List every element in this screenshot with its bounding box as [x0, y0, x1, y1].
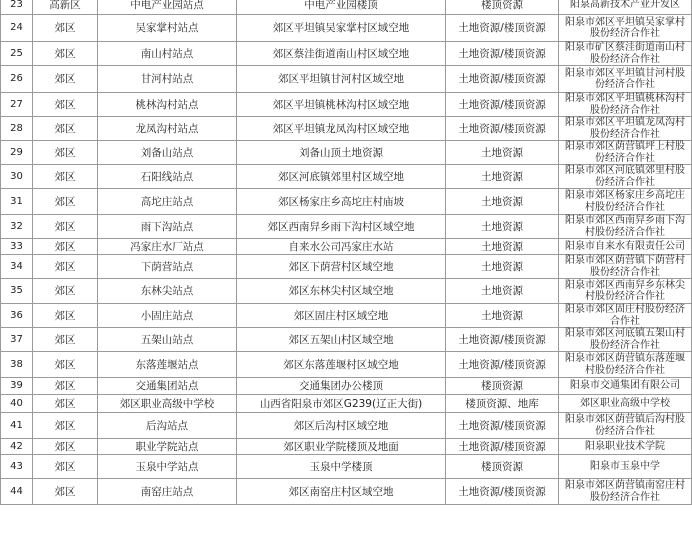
table-body [1, 0, 692, 505]
site-name-cell: 东落莲堰站点 [98, 352, 237, 378]
resource-type-cell: 土地资源 [446, 215, 559, 239]
row-number-cell: 44 [1, 479, 33, 505]
table-row [1, 15, 692, 42]
row-number-cell: 29 [1, 141, 33, 165]
district-cell: 高新区 [33, 0, 98, 15]
row-number-cell: 23 [1, 0, 33, 15]
table-row [1, 0, 692, 15]
address-cell: 郊区平坦镇桃林沟村区域空地 [237, 93, 446, 117]
resource-type-cell: 土地资源/楼顶资源 [446, 42, 559, 66]
table-row [1, 279, 692, 304]
row-number-cell: 38 [1, 352, 33, 378]
site-name-cell: 甘河村站点 [98, 66, 237, 93]
site-name-cell: 龙凤沟村站点 [98, 117, 237, 141]
address-cell: 交通集团办公楼顶 [237, 378, 446, 395]
table-row [1, 328, 692, 352]
district-cell: 郊区 [33, 439, 98, 455]
resource-type-cell: 楼顶资源 [446, 0, 559, 15]
row-number-cell: 39 [1, 378, 33, 395]
table-row [1, 395, 692, 413]
district-cell: 郊区 [33, 93, 98, 117]
resource-type-cell: 楼顶资源 [446, 455, 559, 479]
row-number-cell: 34 [1, 255, 33, 279]
row-number-cell: 42 [1, 439, 33, 455]
table-row [1, 66, 692, 93]
site-name-cell: 东林尖站点 [98, 279, 237, 304]
table-row [1, 352, 692, 378]
table-row [1, 165, 692, 189]
owner-cell: 阳泉市交通集团有限公司 [559, 378, 692, 395]
address-cell: 郊区河底镇郊里村区域空地 [237, 165, 446, 189]
site-name-cell: 五架山站点 [98, 328, 237, 352]
row-number-cell: 40 [1, 395, 33, 413]
address-cell: 郊区南窑庄村区域空地 [237, 479, 446, 505]
address-cell: 郊区西南舁乡雨下沟村区域空地 [237, 215, 446, 239]
table-row [1, 378, 692, 395]
address-cell: 刘备山顶土地资源 [237, 141, 446, 165]
district-cell: 郊区 [33, 215, 98, 239]
district-cell: 郊区 [33, 413, 98, 439]
resource-type-cell: 楼顶资源 [446, 378, 559, 395]
resource-type-cell: 土地资源 [446, 255, 559, 279]
resource-type-cell: 土地资源/楼顶资源 [446, 328, 559, 352]
row-number-cell: 41 [1, 413, 33, 439]
table-row [1, 413, 692, 439]
site-name-cell: 交通集团站点 [98, 378, 237, 395]
resource-type-cell: 土地资源/楼顶资源 [446, 413, 559, 439]
site-name-cell: 小固庄站点 [98, 304, 237, 328]
site-name-cell: 下荫营站点 [98, 255, 237, 279]
resource-type-cell: 土地资源 [446, 239, 559, 255]
owner-cell: 阳泉市郊区荫营镇南窑庄村股份经济合作社 [559, 479, 692, 505]
row-number-cell: 27 [1, 93, 33, 117]
resource-type-cell: 土地资源 [446, 189, 559, 215]
district-cell: 郊区 [33, 255, 98, 279]
district-cell: 郊区 [33, 395, 98, 413]
address-cell: 郊区杨家庄乡高坨庄村庙坡 [237, 189, 446, 215]
owner-cell: 郊区职业高级中学校 [559, 395, 692, 413]
owner-cell: 阳泉市郊区荫营镇东落莲堰村股份经济合作社 [559, 352, 692, 378]
owner-cell: 阳泉市郊区杨家庄乡高坨庄村股份经济合作社 [559, 189, 692, 215]
district-cell: 郊区 [33, 15, 98, 42]
resource-type-cell: 土地资源/楼顶资源 [446, 439, 559, 455]
site-name-cell: 中电产业园站点 [98, 0, 237, 15]
site-name-cell: 吴家掌村站点 [98, 15, 237, 42]
owner-cell: 阳泉市郊区西南舁乡东林尖村股份经济合作社 [559, 279, 692, 304]
site-name-cell: 石阳线站点 [98, 165, 237, 189]
address-cell: 郊区平坦镇吴家掌村区域空地 [237, 15, 446, 42]
address-cell: 郊区蔡洼街道南山村区域空地 [237, 42, 446, 66]
resource-type-cell: 土地资源 [446, 304, 559, 328]
owner-cell: 阳泉市郊区荫营镇坪上村股份经济合作社 [559, 141, 692, 165]
site-name-cell: 雨下沟站点 [98, 215, 237, 239]
table-row [1, 255, 692, 279]
table-row [1, 141, 692, 165]
address-cell: 郊区东林尖村区域空地 [237, 279, 446, 304]
resource-type-cell: 土地资源 [446, 165, 559, 189]
site-name-cell: 刘备山站点 [98, 141, 237, 165]
site-name-cell: 后沟站点 [98, 413, 237, 439]
district-cell: 郊区 [33, 239, 98, 255]
row-number-cell: 35 [1, 279, 33, 304]
address-cell: 玉泉中学楼顶 [237, 455, 446, 479]
site-name-cell: 郊区职业高级中学校 [98, 395, 237, 413]
resource-type-cell: 土地资源/楼顶资源 [446, 15, 559, 42]
row-number-cell: 28 [1, 117, 33, 141]
district-cell: 郊区 [33, 189, 98, 215]
resource-type-cell: 土地资源/楼顶资源 [446, 93, 559, 117]
owner-cell: 阳泉市自来水有限责任公司 [559, 239, 692, 255]
site-name-cell: 南窑庄站点 [98, 479, 237, 505]
table-row [1, 189, 692, 215]
resource-type-cell: 土地资源/楼顶资源 [446, 117, 559, 141]
resource-type-cell: 土地资源 [446, 279, 559, 304]
table-row [1, 42, 692, 66]
district-cell: 郊区 [33, 479, 98, 505]
address-cell: 郊区固庄村区域空地 [237, 304, 446, 328]
table-row [1, 117, 692, 141]
site-name-cell: 玉泉中学站点 [98, 455, 237, 479]
owner-cell: 阳泉高新技术产业开发区 [559, 0, 692, 15]
site-name-cell: 南山村站点 [98, 42, 237, 66]
owner-cell: 阳泉市郊区平坦镇甘河村股份经济合作社 [559, 66, 692, 93]
resource-type-cell: 楼顶资源、地库 [446, 395, 559, 413]
resource-type-cell: 土地资源/楼顶资源 [446, 66, 559, 93]
table-row [1, 455, 692, 479]
owner-cell: 阳泉市郊区固庄村股份经济合作社 [559, 304, 692, 328]
address-cell: 中电产业园楼顶 [237, 0, 446, 15]
district-cell: 郊区 [33, 141, 98, 165]
district-cell: 郊区 [33, 378, 98, 395]
owner-cell: 阳泉市郊区荫营镇后沟村股份经济合作社 [559, 413, 692, 439]
row-number-cell: 33 [1, 239, 33, 255]
owner-cell: 阳泉市玉泉中学 [559, 455, 692, 479]
resource-type-cell: 土地资源/楼顶资源 [446, 479, 559, 505]
address-cell: 郊区职业学院楼顶及地面 [237, 439, 446, 455]
address-cell: 郊区平坦镇甘河村区域空地 [237, 66, 446, 93]
row-number-cell: 26 [1, 66, 33, 93]
row-number-cell: 36 [1, 304, 33, 328]
owner-cell: 阳泉市郊区平坦镇吴家掌村股份经济合作社 [559, 15, 692, 42]
table-row [1, 215, 692, 239]
table-row [1, 304, 692, 328]
row-number-cell: 43 [1, 455, 33, 479]
address-cell: 郊区东落莲堰村区域空地 [237, 352, 446, 378]
site-name-cell: 桃林沟村站点 [98, 93, 237, 117]
owner-cell: 阳泉市郊区平坦镇桃林沟村股份经济合作社 [559, 93, 692, 117]
owner-cell: 阳泉职业技术学院 [559, 439, 692, 455]
row-number-cell: 25 [1, 42, 33, 66]
table-row [1, 439, 692, 455]
address-cell: 郊区后沟村区域空地 [237, 413, 446, 439]
district-cell: 郊区 [33, 165, 98, 189]
row-number-cell: 24 [1, 15, 33, 42]
row-number-cell: 30 [1, 165, 33, 189]
address-cell: 郊区下荫营村区域空地 [237, 255, 446, 279]
site-name-cell: 高坨庄站点 [98, 189, 237, 215]
site-name-cell: 冯家庄水厂站点 [98, 239, 237, 255]
row-number-cell: 32 [1, 215, 33, 239]
owner-cell: 阳泉市郊区平坦镇龙凤沟村股份经济合作社 [559, 117, 692, 141]
district-cell: 郊区 [33, 117, 98, 141]
address-cell: 自来水公司冯家庄水站 [237, 239, 446, 255]
owner-cell: 阳泉市矿区蔡洼街道南山村股份经济合作社 [559, 42, 692, 66]
district-cell: 郊区 [33, 455, 98, 479]
row-number-cell: 31 [1, 189, 33, 215]
district-cell: 郊区 [33, 279, 98, 304]
owner-cell: 阳泉市郊区河底镇五架山村股份经济合作社 [559, 328, 692, 352]
table-row [1, 479, 692, 505]
owner-cell: 阳泉市郊区西南舁乡雨下沟村股份经济合作社 [559, 215, 692, 239]
address-cell: 郊区五架山村区域空地 [237, 328, 446, 352]
owner-cell: 阳泉市郊区荫营镇下荫营村股份经济合作社 [559, 255, 692, 279]
table-row [1, 93, 692, 117]
site-name-cell: 职业学院站点 [98, 439, 237, 455]
district-cell: 郊区 [33, 352, 98, 378]
district-cell: 郊区 [33, 66, 98, 93]
address-cell: 郊区平坦镇龙凤沟村区域空地 [237, 117, 446, 141]
row-number-cell: 37 [1, 328, 33, 352]
district-cell: 郊区 [33, 304, 98, 328]
table-row [1, 239, 692, 255]
address-cell: 山西省阳泉市郊区G239(辽正大街) [237, 395, 446, 413]
owner-cell: 阳泉市郊区河底镇郊里村股份经济合作社 [559, 165, 692, 189]
district-cell: 郊区 [33, 328, 98, 352]
resource-type-cell: 土地资源 [446, 141, 559, 165]
district-cell: 郊区 [33, 42, 98, 66]
resource-type-cell: 土地资源/楼顶资源 [446, 352, 559, 378]
